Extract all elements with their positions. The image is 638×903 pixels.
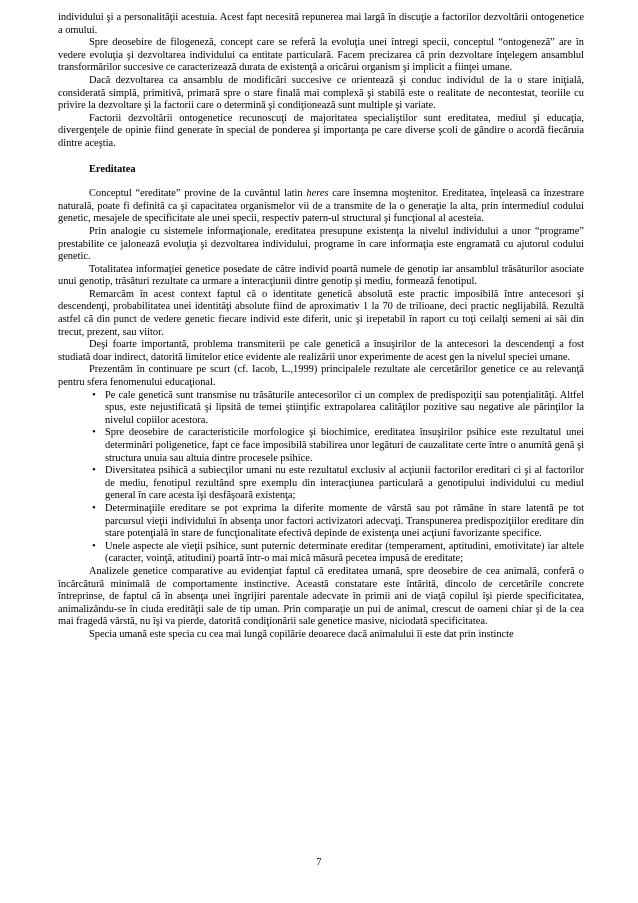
paragraph: Totalitatea informaţiei genetice posedate de către individ poartă numele de genotip iar ansamblul trăsăturilor asociate unui genotip, trăsături rezultate ca urmare a interacţiunii dintre genotip şi mediu, formează fenotipul. (58, 263, 584, 288)
bullet-item (92, 389, 584, 428)
bullet-icon: • (92, 540, 96, 552)
paragraph: Spre deosebire de filogeneză, concept care se referă la evoluţia unei întregi specii, conceptul “ontogeneză” are în vedere evoluţia şi dezvoltarea individului ca entitate particulară. Facem precizarea că prin dezvoltare înţelegem ansamblul transformărilor succesive ce caracterizează durata de existenţă a oricărui organism şi implicit a fiinţei umane. (58, 37, 584, 74)
paragraph: Dacă dezvoltarea ca ansamblu de modificări succesive ce orientează şi conduc individul de la o stare iniţială, considerată simplă, primitivă, primară spre o stare finală mai complexă şi stabilă este o realitate de necontestat, teoriile cu privire la dezvoltare şi la factorii care o determină şi condiţionează sunt multiple şi variate. (58, 74, 584, 112)
page-body (58, 12, 584, 642)
bullet-item (92, 465, 584, 503)
bullet-icon: • (92, 389, 96, 401)
latin-term: heres (306, 188, 329, 200)
bullet-icon: • (92, 502, 96, 514)
bullet-text: Determinaţiile ereditare se pot exprima la diferite momente de vârstă sau pot rămâne în stare latentă pe tot parcursul vieţii individului în absenţa unor factori activizatori adecvaţi. Transpunerea predispoziţiilor ereditare din stare potenţială în stare de funcţionalitate efectivă depinde de existenţa unei acţiuni favorizante specifice. (105, 502, 584, 540)
paragraph: Remarcăm în acest context faptul că o identitate genetică absolută este practic imposibilă între antecesori şi descendenţi, probabilitatea unei identităţi absolute fiind de aproximativ 1 la 70 de trilioane, deci practic neglijabilă. Rezultă astfel că din punct de vedere genetic fiecare individ este diferit, unic şi irepetabil în raport cu toţi ceilalţi semeni ai săi din trecut, prezent, sau viitor. (58, 288, 584, 338)
paragraph: Prezentăm în continuare pe scurt (cf. Iacob, L.,1999) principalele rezultate ale cercetărilor genetice ce au relevanţă pentru sfera fenomenului educaţional. (58, 364, 584, 389)
section-heading: Ereditatea (89, 163, 136, 175)
bullet-item (92, 502, 584, 541)
bullet-text: Pe cale genetică sunt transmise nu trăsăturile antecesorilor ci un complex de predispoziţii sau potenţialităţi. Altfel spus, este nejustificată şi lipsită de temei ştiinţific extrapolarea calităţilor pozitive sau negative ale părinţilor la nivelul copiilor acestora. (105, 389, 584, 426)
bullet-item (92, 427, 584, 465)
bullet-text: Unele aspecte ale vieţii psihice, sunt puternic determinate ereditar (temperament, aptitudini, emotivitate) iar altele (caracter, voinţă, atitudini) poartă într-o mai mică măsură pecetea impusă de ereditate; (105, 540, 584, 565)
paragraph: Deşi foarte importantă, problema transmiterii pe cale genetică a însuşirilor de la antecesori la descendenţi a fost studiată doar indirect, datorită limitelor etice evidente ale realizării unor experimente de acest gen la nivelul speciei umane. (58, 339, 584, 363)
bullet-text: Spre deosebire de caracteristicile morfologice şi biochimice, ereditatea însuşirilor psihice este rezultatul unei determinări poligenetice, fapt ce face imposibilă stabilirea unor legături de cauzalitate certe între o anumită genă şi structura unuia sau altuia dintre procesele psihice. (105, 427, 584, 464)
paragraph: Prin analogie cu sistemele informaţionale, ereditatea presupune existenţa la nivelul individului a unor “programe” prestabilite ce jalonează evoluţia şi dezvoltarea individului, programe în care informaţia este engramată cu ajutorul codului genetic. (58, 225, 584, 263)
bullet-list (58, 390, 584, 566)
paragraph: Analizele genetice comparative au evidenţiat faptul că ereditatea umană, spre deosebire de cea animală, conferă o încărcătură minimală de comportamente instinctive. Această constatare este întărită, dincolo de cercetările concrete întreprinse, de faptul că în absenţa unei îngrijiri parentale adecvate în primii ani de viaţă copilul îşi pierde specificitatea, animalizându-se în ciuda eredităţii sale de tip uman. Prin comparaţie un pui de animal, crescut de oameni chiar şi de la cea mai fragedă vârstă, nu îşi va pierde, datorită condiţionării sale genetice masive, niciodată specificitatea. (58, 565, 584, 628)
bullet-icon: • (92, 427, 96, 439)
paragraph: Specia umană este specia cu cea mai lungă copilărie deoarece dacă animalului îi este dat prin instincte (89, 628, 514, 640)
bullet-text: Diversitatea psihică a subiecţilor umani nu este rezultatul exclusiv al acţiunii factorilor ereditari ci şi al factorilor de mediu, fenotipul rezultând spre exemplu din interacţiunea particulară a genotipului individului cu mediul general în care acesta îşi desfăşoară existenţa; (105, 465, 584, 502)
paragraph: individului şi a personalităţii acestuia. Acest fapt necesită repunerea mai largă în discuţie a factorilor dezvoltării ontogenetice a omului. (58, 12, 584, 36)
paragraph: Conceptul “ereditate” provine de la cuvântul latin heres care însemna moştenitor. Ereditatea, înţeleasă ca înzestrare naturală, poate fi definită ca şi capacitatea organismelor vii de a transmite de la o generaţie la alta, prin intermediul codului genetic, mesajele de specificitate ale unei specii, respectiv patern-ul structural şi funcţional al acesteia. (58, 188, 584, 225)
bullet-icon: • (92, 465, 96, 477)
paragraph: Factorii dezvoltării ontogenetice recunoscuţi de majoritatea specialiştilor sunt ereditatea, mediul şi educaţia, divergenţele de opinie fiind generate în special de ponderea şi importanţa pe care diverse şcoli de gândire o acordă fiecăruia dintre aceştia. (58, 112, 584, 149)
bullet-item (92, 540, 584, 566)
page-number: 7 (316, 857, 322, 868)
